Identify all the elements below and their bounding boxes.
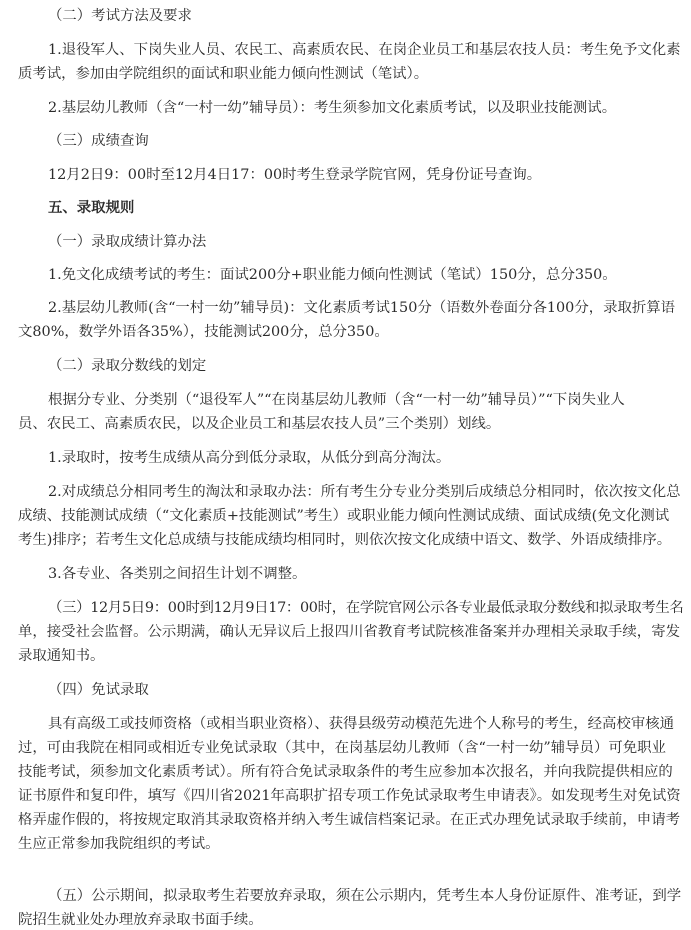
paragraph-line: 员、农民工、高素质农民，以及企业员工和基层农技人员”三个类别）划线。	[18, 416, 501, 432]
paragraph-line: 文80%，数学外语各35%），技能测试200分，总分350。	[18, 324, 389, 340]
paragraph-line: 考生)排序；若考生文化总成绩与技能成绩均相同时，则依次按文化成绩中语文、数学、外语成绩排序。	[18, 532, 672, 548]
paragraph-line: 具有高级工或技师资格（或相当职业资格）、获得县级劳动模范先进个人称号的考生，经高校审核通	[48, 716, 674, 732]
paragraph-line: 2.基层幼儿教师（含“一村一幼”辅导员）：考生须参加文化素质考试，以及职业技能测试。	[48, 100, 617, 116]
paragraph-line: 1.录取时，按考生成绩从高分到低分录取，从低分到高分淘汰。	[48, 450, 451, 466]
paragraph-line: 2.基层幼儿教师(含“一村一幼”辅导员)：文化素质考试150分（语数外卷面分各100分，录取折算语	[48, 300, 676, 316]
paragraph-line: 2.对成绩总分相同考生的淘汰和录取办法：所有考生分专业分类别后成绩总分相同时，依次按文化总	[48, 484, 681, 500]
subheading-score-calculation: （一）录取成绩计算办法	[48, 234, 207, 250]
paragraph-line: 3.各专业、各类别之间招生计划不调整。	[48, 566, 307, 582]
paragraph-line: 技能考试，须参加文化素质考试）。所有符合免试录取条件的考生应参加本次报名，并向我院提供相应的	[18, 764, 673, 780]
paragraph-line: 格弄虚作假的，将按规定取消其录取资格并纳入考生诚信档案记录。在正式办理免试录取手续前，申请考	[18, 812, 680, 828]
paragraph-line: 根据分专业、分类别（“退役军人”“在岗基层幼儿教师（含“一村一幼”辅导员）”“下岗失业人	[48, 392, 625, 408]
section-heading-score-query: （三）成绩查询	[48, 133, 149, 149]
paragraph-line: 证书原件和复印件，填写《四川省2021年高职扩招专项工作免试录取考生申请表》。如发现考生对免试资	[18, 788, 681, 804]
paragraph-line: 1.退役军人、下岗失业人员、农民工、高素质农民、在岗企业员工和基层农技人员：考生免予文化素	[48, 42, 681, 58]
paragraph-line: 生应正常参加我院组织的考试。	[18, 836, 220, 852]
paragraph-line: （五）公示期间，拟录取考生若要放弃录取，须在公示期内，凭考生本人身份证原件、准考证，到学	[48, 888, 682, 904]
subheading-score-line: （二）录取分数线的划定	[48, 358, 207, 374]
section-heading-exempt-admission: （四）免试录取	[48, 682, 149, 698]
section-heading-exam-methods: （二）考试方法及要求	[48, 8, 192, 24]
paragraph-line: 过，可由我院在相同或相近专业免试录取（其中，在岗基层幼儿教师（含“一村一幼”辅导员）可免职业	[18, 740, 666, 756]
paragraph-line: 1.免文化成绩考试的考生：面试200分+职业能力倾向性测试（笔试）150分，总分350。	[48, 267, 617, 283]
paragraph-line: （三）12月5日9：00时到12月9日17：00时，在学院官网公示各专业最低录取分数线和拟录取考生名	[48, 600, 684, 616]
paragraph-line: 12月2日9：00时至12月4日17：00时考生登录学院官网，凭身份证号查询。	[48, 167, 542, 183]
paragraph-line: 质考试，参加由学院组织的面试和职业能力倾向性测试（笔试）。	[18, 66, 429, 82]
paragraph-line: 成绩、技能测试成绩（“文化素质+技能测试”考生）或职业能力倾向性测试成绩、面试成绩(免文化测试	[18, 508, 670, 524]
paragraph-line: 单，接受社会监督。公示期满，确认无异议后上报四川省教育考试院核准备案并办理相关录取手续，寄发	[18, 624, 680, 640]
paragraph-line: 院招生就业处办理放弃录取书面手续。	[18, 912, 263, 928]
paragraph-line: 录取通知书。	[18, 648, 105, 664]
section-heading-admission-rules: 五、录取规则	[48, 199, 135, 216]
